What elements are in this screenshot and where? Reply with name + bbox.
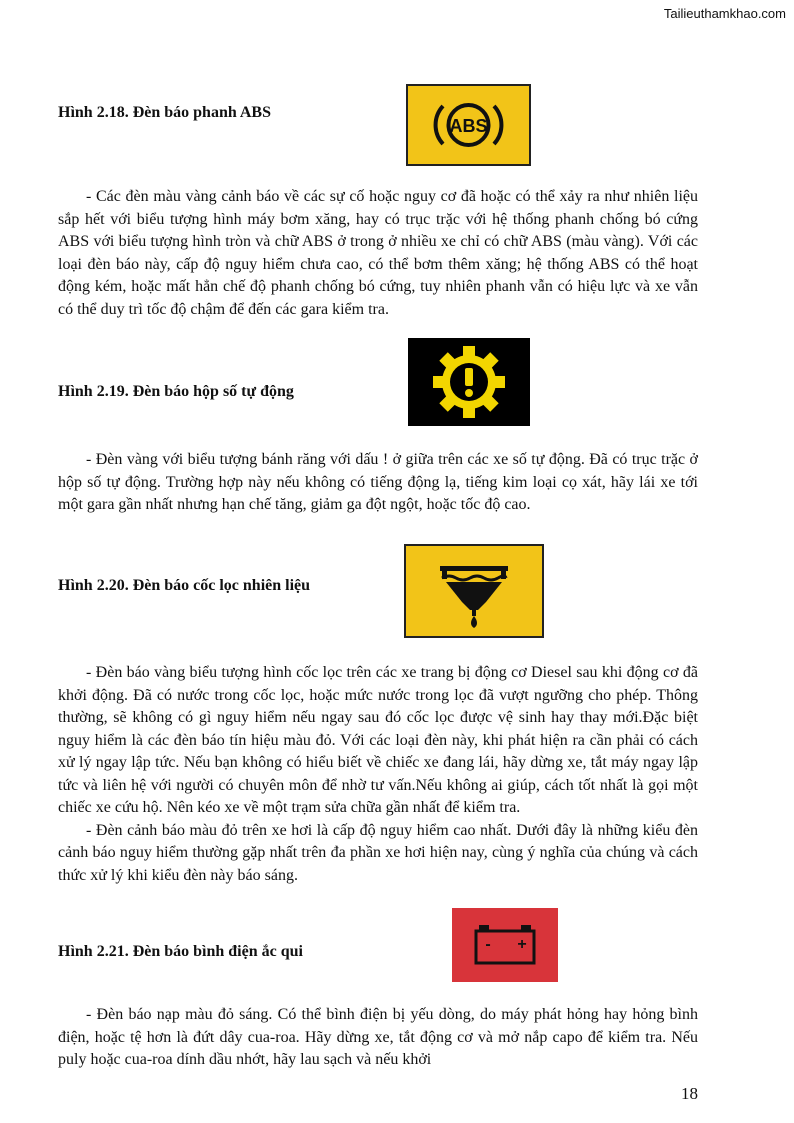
paragraph-block — [58, 1004, 698, 1072]
page-number: 18 — [681, 1084, 698, 1103]
watermark: Tailieuthamkhao.com — [663, 6, 786, 21]
figure-title: Hình 2.18. Đèn báo phanh ABS — [58, 104, 271, 121]
figure-title: Hình 2.20. Đèn báo cốc lọc nhiên liệu — [58, 577, 311, 594]
transmission-gear-warning-icon — [408, 338, 530, 426]
figure-title: Hình 2.21. Đèn báo bình điện ắc qui — [58, 943, 303, 960]
paragraph-block — [58, 662, 698, 887]
paragraph: - Đèn báo nạp màu đỏ sáng. Có thể bình điện bị yếu dòng, do máy phát hỏng hay hỏng bình điện, hoặc tệ hơn là đứt dây cua-roa. Hãy dừng xe, tắt động cơ và mở nắp capo để kiểm tra. Nếu puly hoặc cua-roa dính dầu nhớt, hãy lau sạch và nếu khởi — [58, 1006, 698, 1068]
paragraph: - Đèn vàng với biểu tượng bánh răng với dấu ! ở giữa trên các xe số tự động. Đã có trục trặc ở hộp số tự động. Trường hợp này nếu không có tiếng động lạ, tiếng kim loại cọ xát, hãy lái xe tới một gara gần nhất nhưng hạn chế tăng, giảm ga đột ngột, hoặc tốc độ cao. — [58, 451, 698, 513]
paragraph: - Đèn báo vàng biểu tượng hình cốc lọc trên các xe trang bị động cơ Diesel sau khi động cơ đã khởi động. Đã có nước trong cốc lọc, hoặc mức nước trong lọc đã vượt ngưỡng cho phép. Thông thường, sẽ không có gì nguy hiểm nếu ngay sau đó cốc lọc được vệ sinh hay thay mới.Đặc biệt nguy hiểm là các đèn báo tín hiệu màu đỏ. Với các loại đèn này, khi phát hiện ra cần phải có cách xử lý ngay lập tức. Nếu bạn không có hiểu biết về chiếc xe đang lái, hãy dừng xe, tắt máy ngay lập tức và liên hệ với người có chuyên môn để nhờ tư vấn.Nếu không ai giúp, cách tốt nhất là gọi một chiếc xe cứu hộ. Nên kéo xe về một trạm sửa chữa gần nhất để kiểm tra. — [58, 664, 698, 816]
paragraph-block — [58, 186, 698, 321]
abs-brake-warning-icon — [406, 84, 531, 166]
abs-label: ABS — [449, 116, 488, 136]
battery-plus-label: + — [517, 936, 527, 953]
paragraph: - Đèn cảnh báo màu đỏ trên xe hơi là cấp độ nguy hiểm cao nhất. Dưới đây là những kiểu đèn cảnh báo nguy hiểm thường gặp nhất trên đa phần xe hơi hiện nay, cùng ý nghĩa của chúng và cách thức xử lý khi kiểu đèn này báo sáng. — [58, 821, 698, 884]
paragraph-block — [58, 449, 698, 517]
fuel-filter-warning-icon — [404, 544, 544, 638]
battery-warning-icon — [452, 908, 558, 982]
battery-minus-label: - — [485, 936, 491, 953]
figure-title: Hình 2.19. Đèn báo hộp số tự động — [58, 383, 294, 400]
paragraph: - Các đèn màu vàng cảnh báo về các sự cố hoặc nguy cơ đã hoặc có thể xảy ra như nhiên liệu sắp hết với biểu tượng hình máy bơm xăng, hay có trục trặc với hệ thống phanh chống bó cứng ABS với biểu tượng hình tròn và chữ ABS ở trong ở nhiều xe chỉ có chữ ABS (màu vàng). Với các loại đèn báo này, cấp độ nguy hiểm chưa cao, có thể bơm thêm xăng; hệ thống ABS có thể hoạt động kém, hoặc mất hẳn chế độ phanh chống bó cứng, tuy nhiên phanh vẫn có hiệu lực và xe vẫn có thể duy trì tốc độ chậm để đến các gara kiểm tra. — [58, 188, 698, 318]
